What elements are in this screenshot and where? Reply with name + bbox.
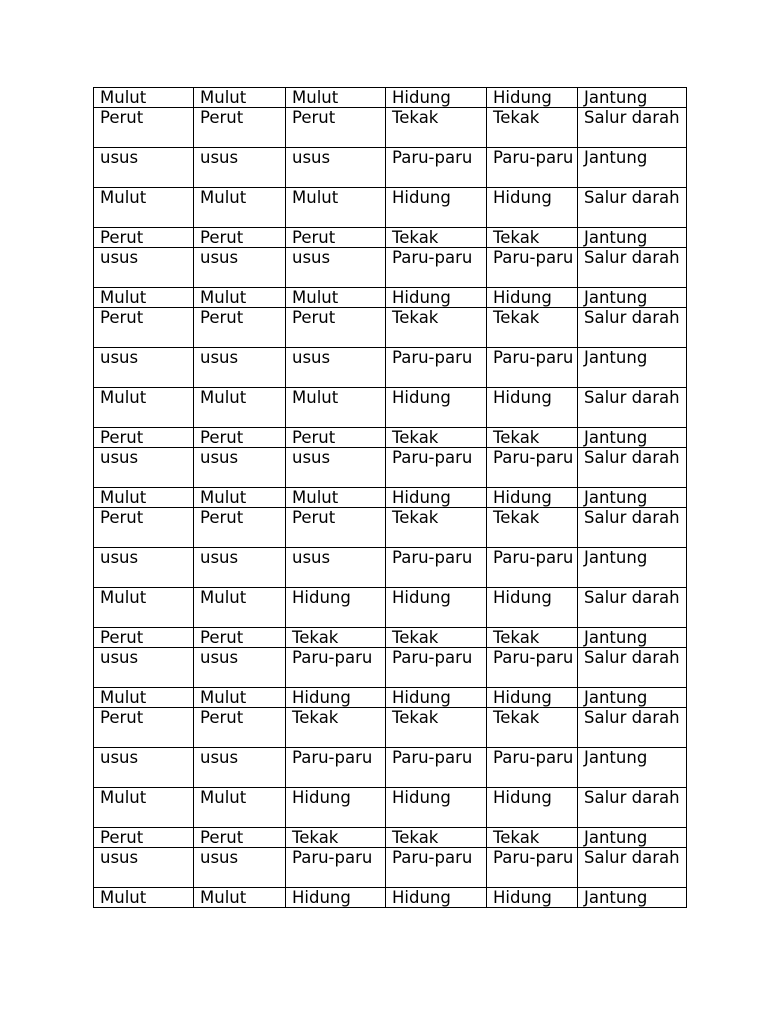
table-cell: usus xyxy=(94,648,194,688)
table-cell: Salur darah xyxy=(578,708,687,748)
table-row xyxy=(94,228,687,248)
table-cell: Salur darah xyxy=(578,448,687,488)
table-cell: Hidung xyxy=(286,688,386,708)
table-cell: usus xyxy=(286,148,386,188)
table-cell: Hidung xyxy=(487,488,578,508)
table-cell: Perut xyxy=(94,228,194,248)
table-cell: Perut xyxy=(94,108,194,148)
table-cell: Perut xyxy=(194,308,286,348)
table-cell: Paru-paru xyxy=(286,748,386,788)
table-cell: Paru-paru xyxy=(386,148,487,188)
table-cell: Perut xyxy=(194,508,286,548)
table-row xyxy=(94,148,687,188)
table-cell: Paru-paru xyxy=(286,648,386,688)
table-row xyxy=(94,748,687,788)
table-cell: Perut xyxy=(94,828,194,848)
table-cell: usus xyxy=(286,248,386,288)
table-cell: usus xyxy=(194,548,286,588)
table-row xyxy=(94,428,687,448)
table-cell: Perut xyxy=(286,108,386,148)
table-cell: Perut xyxy=(194,228,286,248)
table-cell: usus xyxy=(94,348,194,388)
table-row xyxy=(94,388,687,428)
table-cell: Hidung xyxy=(386,488,487,508)
table-cell: usus xyxy=(94,448,194,488)
table-cell: Perut xyxy=(94,508,194,548)
table-cell: Mulut xyxy=(194,888,286,908)
table-cell: Salur darah xyxy=(578,188,687,228)
table-cell: usus xyxy=(94,748,194,788)
table-cell: Hidung xyxy=(386,388,487,428)
table-cell: Hidung xyxy=(386,788,487,828)
table-cell: Jantung xyxy=(578,288,687,308)
table-cell: Tekak xyxy=(386,708,487,748)
table-cell: Tekak xyxy=(487,628,578,648)
table-cell: Mulut xyxy=(94,488,194,508)
table-cell: Paru-paru xyxy=(487,148,578,188)
table-cell: Mulut xyxy=(94,588,194,628)
table-cell: Salur darah xyxy=(578,588,687,628)
table-cell: Tekak xyxy=(386,228,487,248)
table-cell: Perut xyxy=(286,428,386,448)
table-cell: Mulut xyxy=(94,188,194,228)
table-row xyxy=(94,548,687,588)
table-cell: Salur darah xyxy=(578,108,687,148)
table-cell: Paru-paru xyxy=(386,348,487,388)
table-cell: Hidung xyxy=(487,788,578,828)
table-cell: Mulut xyxy=(194,88,286,108)
table-cell: Tekak xyxy=(386,308,487,348)
table-cell: Paru-paru xyxy=(487,848,578,888)
table-cell: Mulut xyxy=(194,388,286,428)
table-cell: Jantung xyxy=(578,548,687,588)
table-cell: Perut xyxy=(194,708,286,748)
organ-table xyxy=(93,87,687,908)
table-cell: Mulut xyxy=(194,788,286,828)
table-cell: Mulut xyxy=(94,688,194,708)
table-cell: Paru-paru xyxy=(487,748,578,788)
table-cell: Jantung xyxy=(578,148,687,188)
table-cell: Paru-paru xyxy=(487,448,578,488)
table-cell: Jantung xyxy=(578,748,687,788)
table-cell: Tekak xyxy=(487,708,578,748)
table-cell: Salur darah xyxy=(578,788,687,828)
table-cell: Perut xyxy=(286,308,386,348)
table-row xyxy=(94,708,687,748)
table-row xyxy=(94,348,687,388)
table-cell: Tekak xyxy=(487,108,578,148)
table-cell: Jantung xyxy=(578,688,687,708)
table-row xyxy=(94,508,687,548)
table-cell: Mulut xyxy=(286,88,386,108)
table-cell: Hidung xyxy=(487,188,578,228)
table-row xyxy=(94,848,687,888)
table-cell: Tekak xyxy=(386,628,487,648)
table-row xyxy=(94,288,687,308)
table-cell: Hidung xyxy=(286,588,386,628)
table-cell: Salur darah xyxy=(578,648,687,688)
table-cell: usus xyxy=(194,848,286,888)
table-cell: Mulut xyxy=(286,188,386,228)
table-cell: usus xyxy=(194,648,286,688)
table-cell: Tekak xyxy=(386,508,487,548)
table-cell: Paru-paru xyxy=(386,248,487,288)
table-cell: Tekak xyxy=(487,428,578,448)
table-cell: Tekak xyxy=(487,828,578,848)
table-cell: Perut xyxy=(94,628,194,648)
table-cell: Hidung xyxy=(487,888,578,908)
table-cell: Jantung xyxy=(578,428,687,448)
table-cell: Mulut xyxy=(94,788,194,828)
table-cell: Paru-paru xyxy=(386,648,487,688)
table-row xyxy=(94,688,687,708)
table-cell: Perut xyxy=(94,308,194,348)
table-cell: Mulut xyxy=(194,188,286,228)
table-cell: usus xyxy=(194,248,286,288)
table-cell: Salur darah xyxy=(578,388,687,428)
table-cell: Tekak xyxy=(286,708,386,748)
table-cell: usus xyxy=(94,248,194,288)
table-cell: Paru-paru xyxy=(487,248,578,288)
table-cell: Hidung xyxy=(386,288,487,308)
table-cell: Tekak xyxy=(487,228,578,248)
table-cell: Mulut xyxy=(194,288,286,308)
table-cell: Hidung xyxy=(286,888,386,908)
table-cell: Paru-paru xyxy=(487,548,578,588)
table-cell: Jantung xyxy=(578,228,687,248)
table-row xyxy=(94,828,687,848)
table-cell: Tekak xyxy=(487,308,578,348)
table-cell: usus xyxy=(94,848,194,888)
table-cell: Perut xyxy=(194,108,286,148)
table-cell: Hidung xyxy=(286,788,386,828)
table-row xyxy=(94,788,687,828)
table-cell: Paru-paru xyxy=(386,848,487,888)
table-row xyxy=(94,448,687,488)
table-row xyxy=(94,188,687,228)
table-cell: usus xyxy=(94,148,194,188)
table-cell: usus xyxy=(94,548,194,588)
table-cell: Perut xyxy=(286,228,386,248)
table-row xyxy=(94,248,687,288)
table-cell: Jantung xyxy=(578,888,687,908)
table-cell: Hidung xyxy=(487,688,578,708)
table-cell: Mulut xyxy=(194,588,286,628)
table-cell: Tekak xyxy=(286,628,386,648)
table-cell: Jantung xyxy=(578,348,687,388)
table-row xyxy=(94,488,687,508)
table-cell: Mulut xyxy=(94,88,194,108)
table-row xyxy=(94,888,687,908)
table-cell: Perut xyxy=(194,428,286,448)
table-cell: Hidung xyxy=(487,388,578,428)
table-row xyxy=(94,88,687,108)
table-row xyxy=(94,648,687,688)
table-cell: usus xyxy=(286,348,386,388)
table-cell: Perut xyxy=(94,428,194,448)
table-cell: usus xyxy=(194,148,286,188)
table-cell: Tekak xyxy=(386,828,487,848)
table-cell: Mulut xyxy=(286,288,386,308)
table-cell: Hidung xyxy=(487,588,578,628)
table-cell: Hidung xyxy=(386,588,487,628)
table-cell: Salur darah xyxy=(578,248,687,288)
table-cell: Perut xyxy=(94,708,194,748)
table-cell: usus xyxy=(194,448,286,488)
table-cell: Hidung xyxy=(487,288,578,308)
table-row xyxy=(94,108,687,148)
table-row xyxy=(94,628,687,648)
table-cell: Mulut xyxy=(286,388,386,428)
table-cell: Jantung xyxy=(578,488,687,508)
table-cell: Mulut xyxy=(286,488,386,508)
table-cell: usus xyxy=(286,448,386,488)
table-cell: usus xyxy=(194,348,286,388)
table-cell: Paru-paru xyxy=(386,548,487,588)
table-cell: Paru-paru xyxy=(487,348,578,388)
table-cell: Perut xyxy=(194,828,286,848)
table-cell: Tekak xyxy=(487,508,578,548)
table-cell: Mulut xyxy=(194,488,286,508)
table-row xyxy=(94,308,687,348)
table-cell: Jantung xyxy=(578,628,687,648)
table-cell: Hidung xyxy=(487,88,578,108)
table-cell: Paru-paru xyxy=(386,448,487,488)
table-cell: Hidung xyxy=(386,188,487,228)
table-cell: Jantung xyxy=(578,828,687,848)
table-cell: Salur darah xyxy=(578,308,687,348)
table-cell: Paru-paru xyxy=(386,748,487,788)
table-cell: Tekak xyxy=(386,428,487,448)
table-cell: Mulut xyxy=(94,288,194,308)
table-cell: Perut xyxy=(286,508,386,548)
table-cell: Mulut xyxy=(194,688,286,708)
table-cell: Salur darah xyxy=(578,848,687,888)
table-cell: Tekak xyxy=(286,828,386,848)
table-row xyxy=(94,588,687,628)
table-cell: usus xyxy=(286,548,386,588)
table-cell: Perut xyxy=(194,628,286,648)
table-cell: Tekak xyxy=(386,108,487,148)
table-cell: Paru-paru xyxy=(286,848,386,888)
table-cell: Hidung xyxy=(386,888,487,908)
table-cell: Hidung xyxy=(386,88,487,108)
table-cell: Jantung xyxy=(578,88,687,108)
table-cell: Mulut xyxy=(94,388,194,428)
table-cell: usus xyxy=(194,748,286,788)
table-cell: Hidung xyxy=(386,688,487,708)
organ-table-body xyxy=(94,88,687,908)
table-cell: Paru-paru xyxy=(487,648,578,688)
table-cell: Mulut xyxy=(94,888,194,908)
table-cell: Salur darah xyxy=(578,508,687,548)
